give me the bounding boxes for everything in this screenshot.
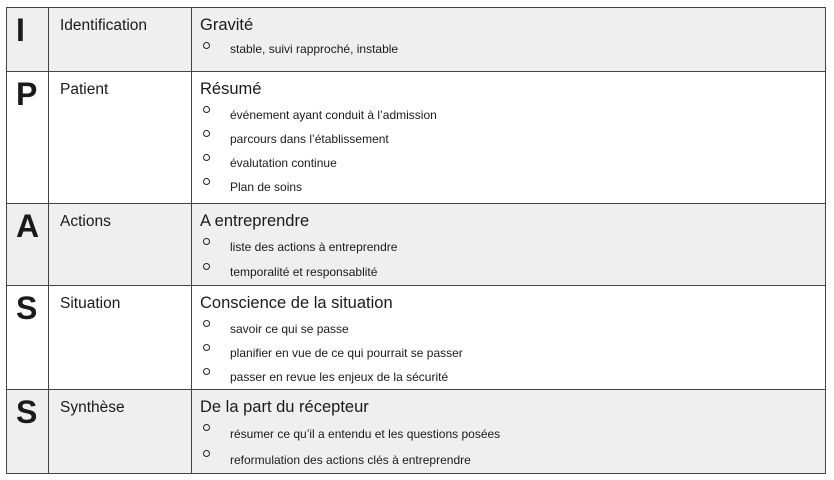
list-item: résumer ce qu’il a entendu et les questions posées <box>203 421 825 447</box>
row-letter: A <box>7 204 49 286</box>
row-heading: Résumé <box>200 80 262 98</box>
list-item: passer en revue les enjeux de la sécurité <box>203 365 825 389</box>
row-letter: S <box>7 286 49 390</box>
table-row-identification <box>7 8 826 72</box>
list-item: parcours dans l’établissement <box>203 127 825 151</box>
list-item: reformulation des actions clés à entreprendre <box>203 447 825 473</box>
table-row-situation <box>7 286 826 390</box>
bullet-list <box>200 421 825 473</box>
row-label: Situation <box>49 286 192 390</box>
list-item: stable, suivi rapproché, instable <box>203 39 825 59</box>
row-label: Identification <box>49 8 192 72</box>
row-heading: De la part du récepteur <box>200 398 369 416</box>
ipass-table <box>6 7 826 474</box>
list-item: temporalité et responsablité <box>203 260 825 285</box>
row-content <box>192 72 826 204</box>
row-letter: I <box>7 8 49 72</box>
row-content <box>192 8 826 72</box>
row-heading: A entreprendre <box>200 212 310 230</box>
list-item: événement ayant conduit à l’admission <box>203 103 825 127</box>
table-row-patient <box>7 72 826 204</box>
list-item: Plan de soins <box>203 175 825 199</box>
row-heading: Gravité <box>200 16 254 34</box>
row-label: Synthèse <box>49 390 192 474</box>
row-label: Patient <box>49 72 192 204</box>
list-item: savoir ce qui se passe <box>203 317 825 341</box>
row-content <box>192 286 826 390</box>
bullet-list <box>200 235 825 285</box>
bullet-list <box>200 103 825 199</box>
row-letter: P <box>7 72 49 204</box>
row-content <box>192 390 826 474</box>
row-content <box>192 204 826 286</box>
table-row-synthese <box>7 390 826 474</box>
table-row-actions <box>7 204 826 286</box>
list-item: liste des actions à entreprendre <box>203 235 825 260</box>
row-letter: S <box>7 390 49 474</box>
row-heading: Conscience de la situation <box>200 294 393 312</box>
bullet-list <box>200 317 825 389</box>
list-item: planifier en vue de ce qui pourrait se passer <box>203 341 825 365</box>
list-item: évalutation continue <box>203 151 825 175</box>
bullet-list <box>200 39 825 59</box>
row-label: Actions <box>49 204 192 286</box>
